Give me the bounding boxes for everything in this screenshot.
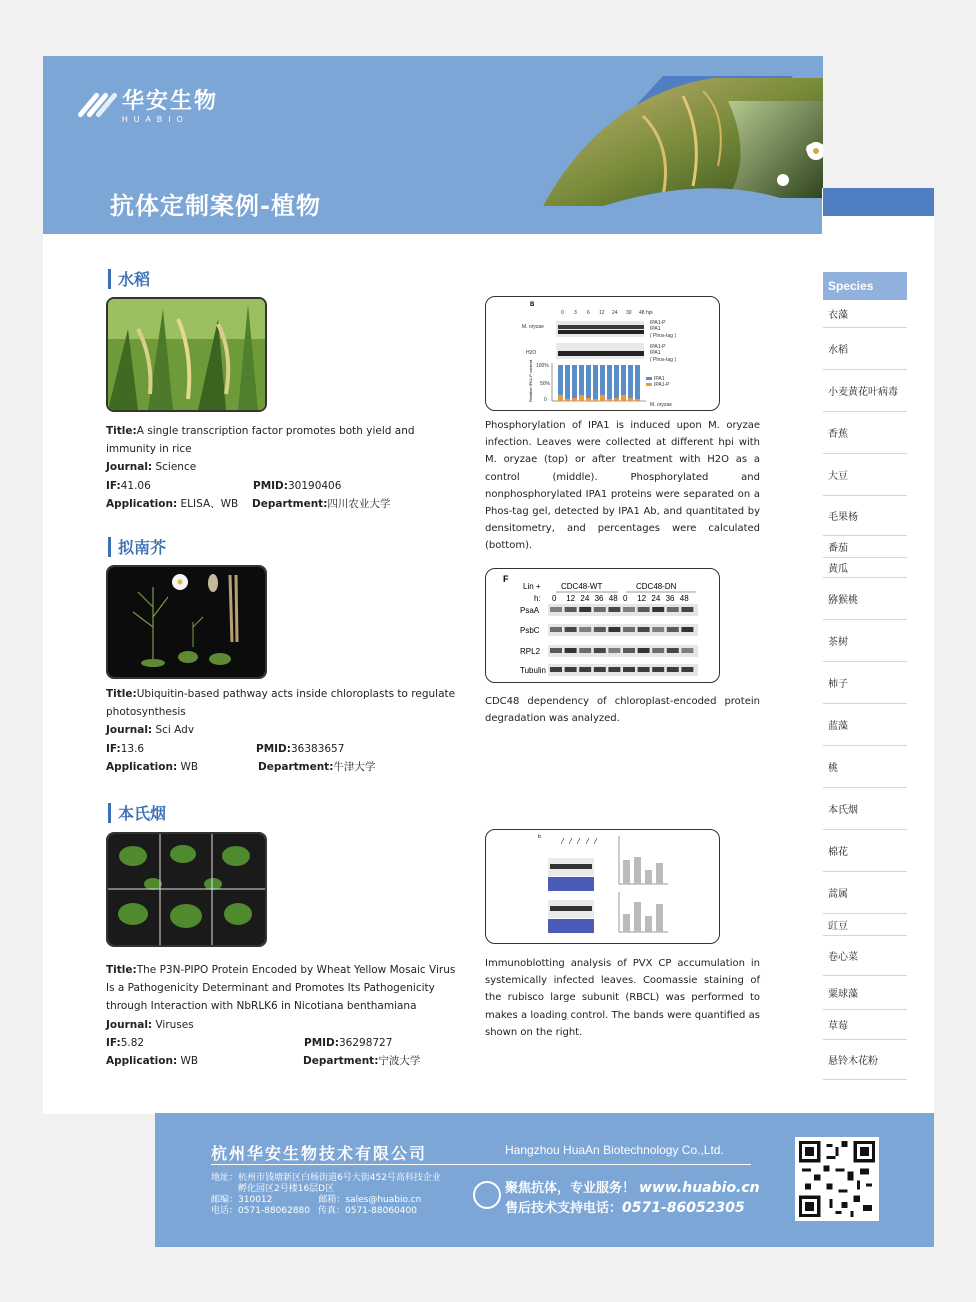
arabidopsis-paper-info: Title:Ubiquitin-based pathway acts inside chloroplasts to regulate photosynthesis Journal: Sci Adv IF:13.6 PMID:36383657 Application: WB Department:牛津大学	[106, 688, 456, 773]
svg-text:CDC48-DN: CDC48-DN	[636, 582, 677, 591]
species-item[interactable]: 豇豆	[823, 914, 907, 936]
fig2-band	[565, 667, 577, 672]
species-item[interactable]: 卷心菜	[823, 936, 907, 976]
svg-text:( Phos-tag ): ( Phos-tag )	[650, 357, 677, 363]
svg-text:Lin +: Lin +	[523, 582, 541, 591]
fig1-bar-phospho	[600, 395, 605, 401]
tel: 0571-88062880	[238, 1206, 310, 1216]
fig2-row-label: PsaA	[520, 606, 540, 615]
svg-text:IPA1-P: IPA1-P	[650, 320, 666, 326]
svg-text:b: b	[538, 834, 541, 840]
section-title-arabidopsis: 拟南芥	[108, 535, 166, 558]
impact-factor: 5.82	[120, 1036, 145, 1049]
svg-text:M. oryzae: M. oryzae	[650, 402, 672, 408]
svg-text:F: F	[503, 574, 509, 584]
species-item[interactable]: 猕猴桃	[823, 578, 907, 620]
fig2-row-label: PsbC	[520, 626, 540, 635]
fig2-band	[681, 667, 693, 672]
fig2-band	[608, 648, 620, 653]
fig2-band	[638, 648, 650, 653]
svg-text:H2O: H2O	[526, 350, 537, 356]
svg-text:( Phos-tag ): ( Phos-tag )	[650, 333, 677, 339]
fig2-hour-label: 0	[552, 594, 557, 603]
svg-text:M. oryzae: M. oryzae	[522, 324, 544, 330]
species-item[interactable]: 棉花	[823, 830, 907, 872]
species-item[interactable]: 粟球藻	[823, 976, 907, 1010]
email: sales@huabio.cn	[345, 1195, 422, 1205]
arabidopsis-photo	[106, 565, 267, 679]
nicotiana-figure	[485, 829, 720, 944]
fig2-band	[594, 667, 606, 672]
svg-text:IPA1-P: IPA1-P	[654, 382, 670, 388]
fig2-band	[565, 607, 577, 612]
logo-icon	[80, 87, 114, 121]
species-heading: Species	[823, 272, 907, 300]
fig2-band	[579, 627, 591, 632]
fig2-hour-label: 24	[651, 594, 661, 603]
fig2-band	[652, 648, 664, 653]
header-plant-photo	[543, 56, 823, 234]
section-title-rice: 水稻	[108, 267, 150, 290]
application: WB	[180, 760, 199, 773]
brand-name-cn: 华安生物	[122, 89, 219, 114]
species-item[interactable]: 柿子	[823, 662, 907, 704]
species-item[interactable]: 桃	[823, 746, 907, 788]
svg-text:CDC48-WT: CDC48-WT	[561, 582, 603, 591]
fig2-band	[652, 607, 664, 612]
species-item[interactable]: 小麦黄花叶病毒	[823, 370, 907, 412]
fig2-band	[594, 648, 606, 653]
fig2-hour-label: 48	[679, 594, 689, 603]
svg-text:0: 0	[544, 397, 547, 403]
fig2-band	[681, 648, 693, 653]
support-phone: 0571-86052305	[622, 1200, 745, 1216]
species-item[interactable]: 蒿属	[823, 872, 907, 914]
fig2-band	[652, 667, 664, 672]
fig2-row-label: RPL2	[520, 647, 541, 656]
svg-text:100%: 100%	[536, 363, 549, 369]
fig2-hour-label: 36	[665, 594, 675, 603]
fig2-hour-label: 24	[580, 594, 590, 603]
pmid: 36383657	[290, 742, 345, 755]
fig1-panel-label: B	[530, 302, 535, 308]
fig2-band	[638, 667, 650, 672]
svg-text:IPA1: IPA1	[654, 376, 665, 382]
fig2-band	[550, 627, 562, 632]
fig1-bar	[628, 365, 633, 401]
company-contact: 地址：杭州市钱塘新区白杨街道6号大街452号高科技企业 孵化园区2号楼16层D区 邮编：310012 邮箱：sales@huabio.cn 电话：0571-88062880 传真：0571-88060400	[211, 1173, 441, 1216]
paper-title: The P3N-PIPO Protein Encoded by Wheat Yellow Mosaic Virus Is a Pathogenicity Determinant and Promotes Its Pathogenicity through Interaction with NbRLK6 in Nicotiana benthamiana	[106, 964, 456, 1013]
fig2-band	[623, 648, 635, 653]
fig2-band	[667, 648, 679, 653]
fig2-band	[550, 607, 562, 612]
svg-text:24: 24	[612, 310, 618, 316]
species-item[interactable]: 番茄	[823, 536, 907, 558]
fig1-bar	[565, 365, 570, 401]
department: 宁波大学	[378, 1055, 421, 1068]
svg-text:3: 3	[574, 310, 577, 316]
fig2-band	[623, 607, 635, 612]
fig2-hour-label: 48	[608, 594, 618, 603]
svg-text:48 hpi: 48 hpi	[639, 310, 653, 316]
fig1-bar	[607, 365, 612, 401]
fig2-band	[652, 627, 664, 632]
fig2-band	[638, 627, 650, 632]
species-panel-top-bar	[823, 188, 934, 216]
fig1-bar	[614, 365, 619, 401]
fig1-bar-phospho	[572, 398, 577, 401]
fig1-bar-phospho	[607, 399, 612, 401]
arabidopsis-figure	[485, 568, 720, 683]
fig2-band	[579, 607, 591, 612]
fig1-bar-phospho	[586, 398, 591, 401]
journal: Viruses	[155, 1018, 194, 1031]
department: 四川农业大学	[327, 497, 391, 510]
species-item[interactable]: 茶树	[823, 620, 907, 662]
svg-text:IPA1: IPA1	[650, 326, 661, 332]
fig2-band	[594, 607, 606, 612]
fig2-band	[565, 627, 577, 632]
fig2-band	[594, 627, 606, 632]
brand-logo	[80, 84, 218, 124]
svg-text:30: 30	[626, 310, 632, 316]
paper-title: Ubiquitin-based pathway acts inside chloroplasts to regulate photosynthesis	[106, 688, 456, 719]
nicotiana-photo	[106, 832, 267, 947]
fig2-band	[550, 667, 562, 672]
fig2-band	[565, 648, 577, 653]
species-item[interactable]: 草莓	[823, 1010, 907, 1040]
fig1-bar-phospho	[579, 395, 584, 401]
pmid: 36298727	[338, 1036, 393, 1049]
section-title-nicotiana: 本氏烟	[108, 801, 166, 824]
fig2-hour-label: 12	[637, 594, 647, 603]
fig2-band	[608, 667, 620, 672]
fig2-band	[579, 648, 591, 653]
support-line: 售后技术支持电话：0571-86052305	[505, 1200, 745, 1216]
impact-factor: 41.06	[120, 479, 151, 492]
svg-text:Relative IPA1-P content: Relative IPA1-P content	[528, 359, 533, 402]
address: 杭州市钱塘新区白杨街道6号大街452号高科技企业	[238, 1173, 441, 1183]
species-item[interactable]: 蓝藻	[823, 704, 907, 746]
species-item[interactable]: 水稻	[823, 328, 907, 370]
footer	[155, 1113, 934, 1247]
fig2-band	[638, 607, 650, 612]
fig1-bar	[586, 365, 591, 401]
company-name-cn: 杭州华安生物技术有限公司	[211, 1144, 428, 1163]
species-item[interactable]: 香蕉	[823, 412, 907, 454]
fig2-hour-label: 12	[566, 594, 576, 603]
fig2-band	[579, 667, 591, 672]
fig1-bar-phospho	[635, 399, 640, 401]
svg-text:6: 6	[587, 310, 590, 316]
fig2-band	[623, 667, 635, 672]
fax: 0571-88060400	[345, 1206, 417, 1216]
page-title: 抗体定制案例-植物	[110, 192, 321, 220]
nicotiana-figure-caption: Immunoblotting analysis of PVX CP accumulation in systemically infected leaves. Coomassie staining of the rubisco large subunit (RBCL) was performed to makes a loading control. The bands were quantified as shown on the right.	[485, 958, 760, 1038]
impact-factor: 13.6	[120, 742, 145, 755]
nicotiana-paper-info: Title:The P3N-PIPO Protein Encoded by Wheat Yellow Mosaic Virus Is a Pathogenicity Determinant and Promotes Its Pathogenicity through Interaction with NbRLK6 in Nicotiana benthamiana Journal: Viruses IF:5.82 PMID:36298727 Application: WB Department:宁波大学	[106, 964, 456, 1068]
fig1-bar-phospho	[621, 395, 626, 401]
fig1-bar-phospho	[558, 395, 563, 401]
fig1-bar-phospho	[614, 398, 619, 401]
department: 牛津大学	[333, 760, 376, 773]
fig2-band	[681, 607, 693, 612]
company-name-en: Hangzhou HuaAn Biotechnology Co.,Ltd.	[505, 1143, 724, 1157]
website: www.huabio.cn	[639, 1180, 760, 1196]
fig2-hour-label: 36	[594, 594, 604, 603]
fig2-band	[608, 607, 620, 612]
arabidopsis-figure-caption: CDC48 dependency of chloroplast-encoded protein degradation was analyzed.	[485, 696, 760, 725]
fig2-row-label: Tubulin	[520, 666, 546, 675]
species-item[interactable]: 黄瓜	[823, 558, 907, 578]
svg-text:0: 0	[561, 310, 564, 316]
pmid: 30190406	[287, 479, 342, 492]
fig1-bar	[593, 365, 598, 401]
fig1-bar-phospho	[565, 399, 570, 401]
svg-text:IPA1-P: IPA1-P	[650, 344, 666, 350]
application: WB	[180, 1055, 199, 1068]
fig2-band	[623, 627, 635, 632]
rice-figure	[485, 296, 720, 411]
rice-photo	[106, 297, 267, 412]
fig1-bar-phospho	[628, 398, 633, 401]
svg-text:h:: h:	[534, 594, 541, 603]
species-list	[823, 300, 907, 1080]
brand-name-en: HUABIO	[122, 115, 189, 124]
species-item[interactable]: 本氏烟	[823, 788, 907, 830]
fig2-hour-label: 0	[623, 594, 628, 603]
fig1-bar-phospho	[593, 399, 598, 401]
fig2-band	[550, 648, 562, 653]
fig2-band	[681, 627, 693, 632]
application: ELISA、WB	[180, 497, 239, 510]
fig2-band	[667, 627, 679, 632]
rice-figure-caption: Phosphorylation of IPA1 is induced upon M. oryzae infection. Leaves were collected at different hpi with M. oryzae (top) or after treatment with H2O as a control (middle). Phosphorylated and nonphosphorylated IPA1 proteins were separated on a Phos-tag gel, detected by IPA1 Ab, and quantitated by densitometry, and percentages were calculated (bottom).	[485, 420, 760, 552]
postcode: 310012	[238, 1195, 273, 1205]
journal: Science	[155, 461, 197, 474]
fig1-bar	[635, 365, 640, 401]
rice-paper-info: Title:A single transcription factor promotes both yield and immunity in rice Journal: Science IF:41.06 PMID:30190406 Application: ELISA、WB Department:四川农业大学	[106, 425, 415, 510]
fig2-band	[608, 627, 620, 632]
svg-text:50%: 50%	[540, 381, 551, 387]
phone-icon	[473, 1181, 501, 1209]
fig2-band	[667, 667, 679, 672]
species-item[interactable]: 衣藻	[823, 300, 907, 328]
journal: Sci Adv	[155, 724, 195, 737]
fig2-band	[667, 607, 679, 612]
fig1-bar	[572, 365, 577, 401]
species-item[interactable]: 大豆	[823, 454, 907, 496]
svg-text:IPA1: IPA1	[650, 350, 661, 356]
slogan: 聚焦抗体，专业服务！ www.huabio.cn	[505, 1180, 760, 1196]
svg-text:12: 12	[599, 310, 605, 316]
footer-divider	[211, 1164, 751, 1165]
species-item[interactable]: 毛果杨	[823, 496, 907, 536]
species-item[interactable]: 悬铃木花粉	[823, 1040, 907, 1080]
paper-title: A single transcription factor promotes both yield and immunity in rice	[106, 425, 415, 456]
qr-code-icon	[795, 1137, 879, 1221]
